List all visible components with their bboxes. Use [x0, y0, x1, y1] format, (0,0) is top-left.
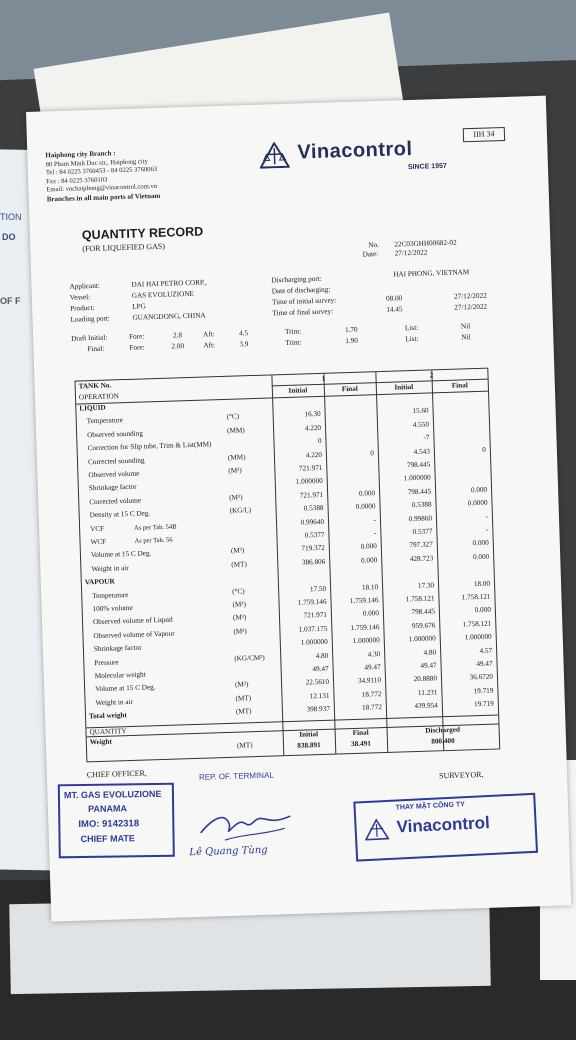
record-date-value: 27/12/2022 — [394, 248, 428, 258]
row-label: Molecular weight — [94, 670, 146, 681]
row-label: WCF — [90, 537, 107, 547]
record-no-label: No. — [368, 240, 380, 250]
vinacontrol-logo-icon — [259, 142, 290, 169]
tank-2-initial-value: 49.47 — [420, 661, 437, 670]
tank-1-final-value: - — [373, 529, 377, 538]
tank-2-initial-value: 0.99860 — [408, 514, 433, 523]
signature-name: Lê Quang Tùng — [189, 844, 268, 859]
tank-2-final-value: - — [485, 525, 489, 534]
tank-1-initial-value: 16.30 — [304, 410, 321, 419]
discharging-port-label: Discharging port: — [271, 274, 322, 285]
draft-final-fore: 2.00 — [171, 342, 185, 351]
tank-1-final-value: 1.759.146 — [349, 596, 379, 606]
record-no-value: 22C03GHH00682-02 — [394, 238, 457, 249]
row-unit: (KG/CM²) — [234, 653, 265, 663]
company-name: Vinacontrol — [297, 137, 413, 164]
initial-survey-time: 08.00 — [385, 294, 403, 303]
row-label: Volume at 15 C Deg. — [95, 683, 156, 694]
trim-label: Trim: — [285, 338, 302, 347]
quantity-discharged-header: Discharged — [425, 725, 461, 735]
tank-1-initial-value: 1.037.175 — [298, 624, 328, 634]
tank-2-final-value — [435, 472, 487, 474]
draft-initial-fore: 2.8 — [172, 331, 183, 340]
tank-1-final-value: 18.10 — [361, 582, 379, 592]
tank-1-initial-value: 0.5377 — [304, 530, 325, 540]
tank-2-initial-value: -7 — [423, 433, 430, 442]
tank-1-final-header: Final — [341, 384, 358, 394]
tank-2-initial-value — [382, 568, 434, 570]
applicant-value: DAI HAI PETRO CORP., — [131, 278, 207, 289]
row-unit: (MM) — [226, 426, 245, 435]
tank-1-final-value: 1.000000 — [352, 636, 380, 646]
tank-2-initial-value: 20.8880 — [413, 674, 438, 684]
initial-total-weight: 838.891 — [297, 741, 321, 750]
tank-2-initial-header: Initial — [394, 382, 414, 392]
row-label: Correction for Slip tube, Trim & List(MM) — [87, 440, 212, 453]
form-code: IIH 34 — [463, 127, 505, 142]
quantity-final-header: Final — [352, 728, 369, 738]
initial-survey-label: Time of initial survey: — [271, 296, 337, 307]
discharging-port-value: HAI PHONG, VIETNAM — [393, 268, 470, 279]
tank-1-initial-value: 12.131 — [309, 691, 330, 701]
tank-1-initial-value: 1.000000 — [300, 637, 328, 647]
final-survey-date: 27/12/2022 — [454, 302, 488, 312]
draft-initial-aft: 4.5 — [238, 329, 249, 338]
tank-1-initial-value: 386.806 — [301, 557, 326, 567]
final-survey-label: Time of final survey: — [272, 307, 334, 318]
tank-2-initial-value: 1.758.121 — [405, 594, 435, 604]
tank-1-initial-value: 721.971 — [299, 490, 324, 500]
tank-1-final-value: 4.30 — [367, 649, 381, 659]
row-label: Temperature — [92, 590, 129, 600]
final-trim: 1.90 — [345, 336, 359, 346]
row-label: Density at 15 C Deg. — [89, 509, 151, 520]
tank-2-initial-value: 17.30 — [417, 581, 435, 590]
tank-2-final-value — [433, 419, 485, 421]
ship-stamp-imo: IMO: 9142318 — [78, 818, 140, 831]
tank-2-initial-value: 15.60 — [412, 406, 429, 416]
tank-1-initial-value: 721.971 — [303, 611, 328, 620]
applicant-label: Applicant: — [69, 281, 100, 291]
tank-2-initial-value: 4.80 — [423, 647, 437, 657]
date-of-discharging-label: Date of discharging: — [271, 285, 331, 296]
background-text: OF F — [0, 296, 21, 306]
row-label: Shrinkage factor — [93, 643, 142, 654]
row-unit: (M³) — [232, 613, 247, 623]
row-label: Weight in air — [91, 563, 129, 573]
branch-address: 80 Pham Minh Duc str., Haiphong city — [45, 157, 148, 169]
row-label: Total weight — [88, 711, 128, 721]
tank-2-initial-value: 798.445 — [411, 607, 436, 617]
final-total-weight: 38.491 — [350, 739, 372, 749]
tank-1-initial-value: 719.372 — [301, 544, 325, 553]
list-label: List: — [404, 323, 419, 333]
tank-2-initial-value: 0.5388 — [411, 500, 432, 510]
row-label: Observed volume of Vapour — [93, 629, 175, 640]
tank-1-initial-value: 398.937 — [306, 704, 331, 714]
tank-1-initial-value — [278, 571, 326, 573]
operation-label: OPERATION — [78, 392, 120, 402]
tank-2-initial-value: 0.5377 — [412, 527, 433, 537]
row-sublabel: As per Tab. 54B — [134, 523, 177, 532]
tank-2-final-value: 0.000 — [474, 606, 491, 615]
tank-1-initial-value: 721.971 — [298, 463, 323, 473]
tank-2-final-header: Final — [451, 381, 468, 390]
row-label: Observed sounding — [87, 429, 143, 440]
branch-note: Branches in all main ports of Vietnam — [46, 191, 161, 204]
loading-port-value: GUANGDONG, CHINA — [132, 311, 206, 322]
tank-2-final-value: 0 — [482, 445, 486, 454]
loading-port-label: Loading port: — [70, 314, 110, 324]
quantity-label: QUANTITY — [89, 727, 127, 737]
rep-terminal-note: REP. OF. TERMINAL — [198, 770, 274, 782]
surveyor-stamp-name: Vinacontrol — [396, 813, 491, 837]
tank-2-final-value — [434, 459, 486, 461]
tank-2-initial-value: 959.676 — [411, 621, 436, 630]
row-unit: (MT) — [235, 707, 252, 716]
product-label: Product: — [70, 303, 95, 313]
surveyor-stamp-top: THAY MẶT CÔNG TY — [395, 801, 466, 812]
row-label: 100% volume — [92, 603, 133, 614]
tank-2-final-value: 0.000 — [472, 552, 490, 561]
tank-1-final-value: 18.772 — [361, 689, 382, 699]
document-title: QUANTITY RECORD — [81, 224, 204, 243]
row-label: Weight in air — [95, 697, 134, 707]
row-unit: (M³) — [229, 493, 243, 502]
tank-2-initial-value: 797.327 — [409, 540, 433, 550]
row-unit: (M³) — [230, 546, 245, 556]
row-label: Pressure — [94, 657, 119, 667]
branch-email: Email: vnchaiphong@vinacontrol.com.vn — [46, 183, 158, 194]
list-label: List: — [405, 334, 419, 344]
background-text: DO — [2, 232, 16, 242]
row-label: Observed volume of Liquid — [92, 616, 173, 627]
row-unit: (MT) — [231, 560, 248, 569]
tank-2-header: 2 — [429, 371, 434, 380]
final-list: Nil — [461, 333, 471, 342]
discharged-total-weight: 800.400 — [431, 736, 455, 746]
quantity-initial-header: Initial — [299, 730, 319, 739]
tank-2-initial-value: 798.445 — [406, 460, 431, 470]
row-sublabel: As per Tab. 56 — [134, 536, 173, 545]
tank-2-final-value: - — [485, 512, 489, 521]
row-label: Shrinkage factor — [88, 483, 137, 493]
tank-2-final-value: 19.719 — [473, 699, 494, 709]
tank-2-final-value: 1.000000 — [464, 632, 492, 642]
row-label: Temperature — [86, 416, 124, 426]
tank-1-final-value — [325, 422, 373, 424]
tank-1-initial-value: 1.000000 — [295, 477, 323, 487]
row-label: VCF — [89, 524, 105, 533]
tank-1-initial-value: 17.50 — [309, 584, 327, 593]
draft-final-label: Final: — [87, 344, 105, 354]
initial-trim: 1.70 — [344, 325, 358, 335]
branch-fax: Fax : 84 0225 3760103 — [46, 176, 108, 186]
ship-stamp-role: CHIEF MATE — [80, 833, 135, 845]
document-subtitle: (FOR LIQUEFIED GAS) — [82, 241, 166, 254]
surveyor-stamp — [353, 793, 538, 862]
tank-2-final-value — [438, 566, 490, 568]
tank-2-final-value: 0.0000 — [467, 498, 488, 508]
tank-1-final-value: 0.000 — [360, 542, 377, 552]
tank-2-initial-value: 439.954 — [414, 701, 438, 711]
tank-1-final-value: 49.47 — [364, 663, 381, 672]
tank-1-final-value: 1.759.146 — [350, 622, 380, 632]
row-unit: (°C) — [226, 412, 240, 422]
branch-title: Haiphong city Branch : — [45, 149, 116, 160]
weight-unit: (MT) — [236, 741, 253, 750]
tank-no-label: TANK No. — [78, 381, 112, 391]
tank-2-final-value — [432, 405, 484, 407]
tank-2-final-value: 0.000 — [470, 485, 488, 495]
tank-1-final-value: 0 — [370, 448, 375, 457]
tank-1-final-value — [326, 462, 374, 464]
vessel-value: GAS EVOLUZIONE — [131, 289, 195, 300]
tank-1-final-value: 0.000 — [358, 489, 376, 498]
tank-1-final-value: 0.000 — [362, 609, 380, 619]
tank-1-final-value — [327, 476, 375, 478]
draft-final-aft: 3.9 — [239, 340, 249, 349]
tank-1-initial-value: 49.47 — [312, 664, 329, 674]
weight-label: Weight — [89, 737, 112, 747]
row-label: Volume at 15 C Deg. — [90, 549, 152, 560]
tank-2-initial-value: 1.000000 — [408, 634, 436, 644]
tank-1-initial-value: 1.759.146 — [297, 597, 327, 607]
row-unit: (°C) — [232, 586, 245, 596]
tank-2-initial-value: 11.231 — [417, 688, 438, 697]
row-unit: (MT) — [235, 694, 252, 703]
tank-2-final-value: 19.719 — [473, 686, 494, 696]
branch-tel: Tel : 84 0225 3760453 - 84 0225 3760063 — [45, 166, 158, 177]
tank-2-final-value: 4.57 — [479, 646, 493, 655]
draft-fore-label: Fore: — [129, 343, 145, 352]
row-label: Observed volume — [88, 469, 140, 480]
quantity-record-document — [26, 96, 571, 922]
tank-1-final-value — [330, 569, 378, 571]
tank-2-initial-value: 428.723 — [409, 554, 434, 563]
tank-2-final-value: 18.00 — [473, 579, 491, 588]
tank-1-final-value: 34.9110 — [357, 676, 382, 686]
tank-2-final-value: 36.6720 — [469, 673, 494, 682]
tank-2-final-value: 49.47 — [476, 659, 493, 669]
record-date-label: Date: — [362, 250, 379, 259]
row-unit: (M³) — [234, 680, 249, 690]
initial-list: Nil — [460, 322, 471, 331]
row-label: Corrected volume — [89, 496, 142, 506]
vessel-label: Vessel: — [69, 293, 91, 302]
tank-1-final-value: 0.0000 — [355, 502, 376, 512]
chief-officer-label: CHIEF OFFICER, — [86, 768, 147, 780]
trim-label: Trim: — [284, 327, 302, 336]
surveyor-label: SURVEYOR, — [438, 769, 484, 781]
tank-1-initial-value: 4.80 — [315, 651, 329, 660]
row-unit: (KG/L) — [229, 506, 252, 515]
tank-1-final-value: - — [373, 515, 377, 524]
tank-1-initial-value: 0.5388 — [303, 504, 324, 513]
row-unit: (M³) — [232, 600, 247, 609]
row-unit: (MM) — [227, 452, 246, 462]
tank-1-initial-value: 22.5610 — [305, 678, 330, 687]
tank-2-initial-value: 1.000000 — [403, 473, 431, 483]
tank-1-initial-value: 4.220 — [304, 423, 322, 433]
ship-stamp-vessel: MT. GAS EVOLUZIONE — [63, 788, 162, 801]
tank-1-initial-header: Initial — [288, 386, 308, 395]
ship-stamp — [58, 783, 175, 859]
tank-2-final-value: 0.000 — [472, 539, 489, 548]
row-unit: (M³) — [228, 466, 242, 475]
tank-1-final-value — [325, 435, 373, 437]
row-unit: (M³) — [233, 627, 247, 636]
tank-1-header: 1 — [321, 374, 326, 383]
tank-2-initial-value: 798.445 — [407, 487, 432, 496]
company-since: SINCE 1957 — [407, 162, 447, 172]
row-label: VAPOUR — [84, 577, 115, 587]
tank-quantity-table — [74, 368, 500, 763]
tank-1-final-value: 0.000 — [360, 555, 378, 565]
ship-stamp-flag: PANAMA — [88, 803, 128, 814]
row-label: LIQUID — [79, 403, 106, 413]
background-text: TION — [0, 212, 22, 222]
tank-2-final-value: 1.758.121 — [461, 592, 491, 602]
tank-2-final-value: 1.758.121 — [462, 619, 492, 629]
product-value: LPG — [132, 302, 146, 311]
tank-1-final-value — [325, 409, 373, 411]
tank-2-final-value — [433, 432, 485, 434]
draft-fore-label: Fore: — [128, 332, 145, 341]
tank-1-initial-value: 0 — [317, 437, 322, 446]
vinacontrol-stamp-logo-icon — [364, 818, 389, 841]
row-label: Corrected sounding — [87, 456, 145, 466]
tank-1-initial-value: 4.220 — [305, 450, 323, 459]
branch-info — [45, 148, 160, 205]
draft-aft-label: Aft: — [203, 341, 216, 350]
tank-2-initial-value: 4.550 — [412, 420, 430, 429]
draft-initial-label: Draft Initial: — [71, 333, 108, 343]
initial-survey-date: 27/12/2022 — [453, 291, 487, 301]
tank-1-initial-value: 0.99640 — [300, 517, 325, 527]
final-survey-time: 14.45 — [386, 305, 403, 314]
tank-2-initial-value: 4.543 — [413, 447, 430, 456]
tank-1-final-value: 18.772 — [361, 703, 383, 712]
draft-aft-label: Aft: — [202, 330, 215, 339]
